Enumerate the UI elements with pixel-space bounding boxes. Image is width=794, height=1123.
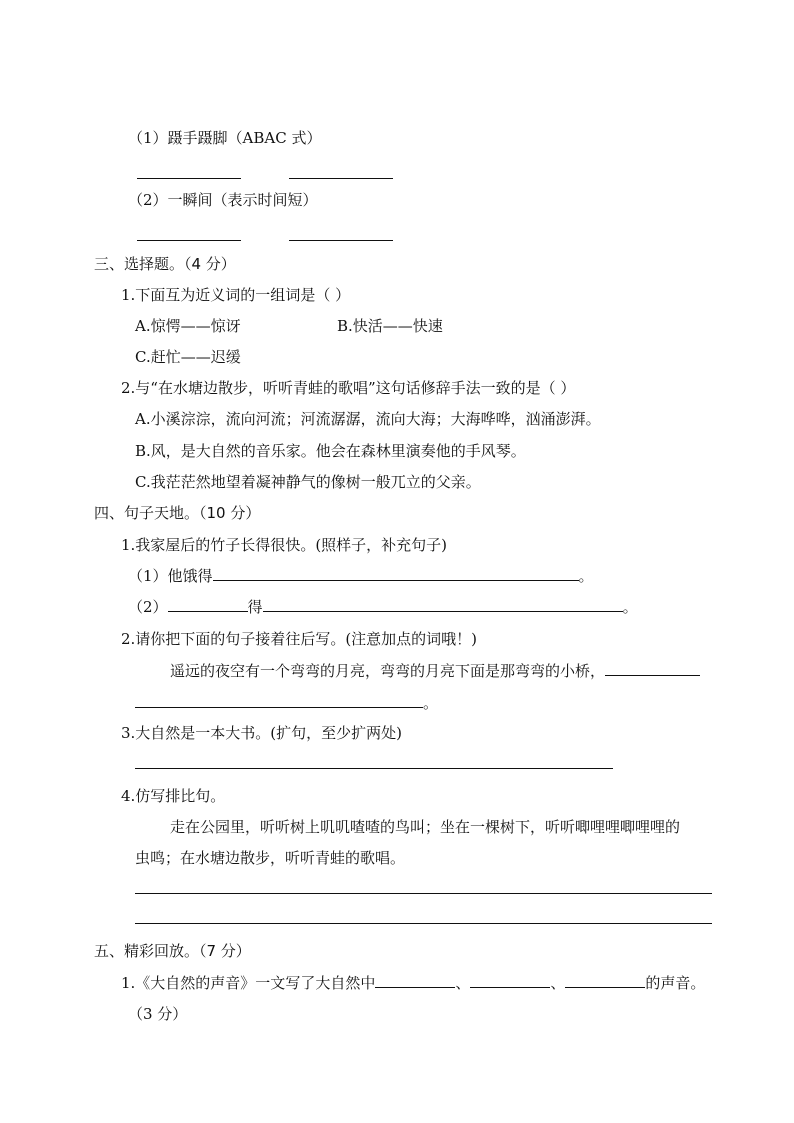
separator: 、: [455, 974, 471, 992]
answer-line: [137, 240, 241, 241]
sentence-2-row: [128, 597, 638, 617]
option-a: A.惊愕——惊讶: [135, 317, 241, 335]
answer-line: [289, 178, 393, 179]
question-4-1-stem: 1.我家屋后的竹子长得很快。(照样子，补充句子): [121, 536, 448, 554]
section-heading-sentences: 四、句子天地。（10 分）: [94, 504, 261, 522]
answer-blank[interactable]: [565, 973, 645, 988]
sentence-1-row: [128, 566, 594, 586]
sentence-1-suffix: 。: [578, 567, 594, 585]
sentence-2-suffix: 。: [622, 598, 638, 616]
answer-blank[interactable]: [213, 566, 579, 581]
answer-line: [137, 178, 241, 179]
question-5-1-row: [121, 973, 705, 993]
question-4-2-stem: 2.请你把下面的句子接着往后写。(注意加点的词哦！): [121, 630, 478, 648]
answer-line[interactable]: [135, 893, 712, 894]
answer-blank[interactable]: [605, 661, 700, 676]
answer-blank[interactable]: [375, 973, 455, 988]
answer-blank[interactable]: [168, 597, 248, 612]
question-4-2-text-row: [170, 661, 700, 681]
option-c: C.赶忙——迟缓: [135, 348, 241, 366]
section-heading-choice: 三、选择题。（4 分）: [94, 255, 236, 273]
model-sentence-line-1: 走在公园里，听听树上叽叽喳喳的鸟叫；坐在一棵树下，听听唧哩哩唧哩哩的: [170, 818, 681, 836]
question-4-2-continuation: [135, 693, 438, 713]
option-b: B.风，是大自然的音乐家。他会在森林里演奏他的手风琴。: [135, 442, 526, 460]
question-3-2-stem: 2.与“在水塘边散步，听听青蛙的歌唱”这句话修辞手法一致的是（ ）: [121, 379, 576, 397]
answer-line[interactable]: [135, 768, 613, 769]
option-a: A.小溪淙淙，流向河流；河流潺潺，流向大海；大海哗哗，汹涌澎湃。: [135, 410, 601, 428]
question-5-1-prefix: 1.《大自然的声音》一文写了大自然中: [121, 974, 376, 992]
question-3-1-stem: 1.下面互为近义词的一组词是（ ）: [121, 286, 351, 304]
answer-line: [289, 240, 393, 241]
model-sentence-line-2: 虫鸣；在水塘边散步，听听青蛙的歌唱。: [135, 849, 406, 867]
question-4-2-text: 遥远的夜空有一个弯弯的月亮，弯弯的月亮下面是那弯弯的小桥，: [170, 662, 606, 680]
answer-line[interactable]: [135, 923, 712, 924]
question-5-1-score: （3 分）: [128, 1005, 188, 1023]
sentence-1-prefix: （1）他饿得: [128, 567, 213, 585]
question-4-4-stem: 4.仿写排比句。: [121, 787, 226, 805]
question-5-1-suffix: 的声音。: [645, 974, 706, 992]
answer-blank[interactable]: [470, 973, 550, 988]
item-1-nie-shou-nie-jiao: （1）蹑手蹑脚（ABAC 式）: [128, 129, 322, 147]
question-4-3-stem: 3.大自然是一本大书。(扩句，至少扩两处): [121, 724, 403, 742]
question-4-2-end: 。: [423, 694, 439, 712]
answer-blank[interactable]: [263, 597, 623, 612]
sentence-2-prefix: （2）: [128, 598, 168, 616]
option-b: B.快活——快速: [337, 317, 443, 335]
option-c: C.我茫茫然地望着凝神静气的像树一般兀立的父亲。: [135, 473, 481, 491]
separator: 、: [550, 974, 566, 992]
section-heading-review: 五、精彩回放。（7 分）: [94, 942, 251, 960]
sentence-2-mid: 得: [247, 598, 263, 616]
item-2-yi-shun-jian: （2）一瞬间（表示时间短）: [128, 191, 318, 209]
answer-blank[interactable]: [135, 693, 423, 708]
